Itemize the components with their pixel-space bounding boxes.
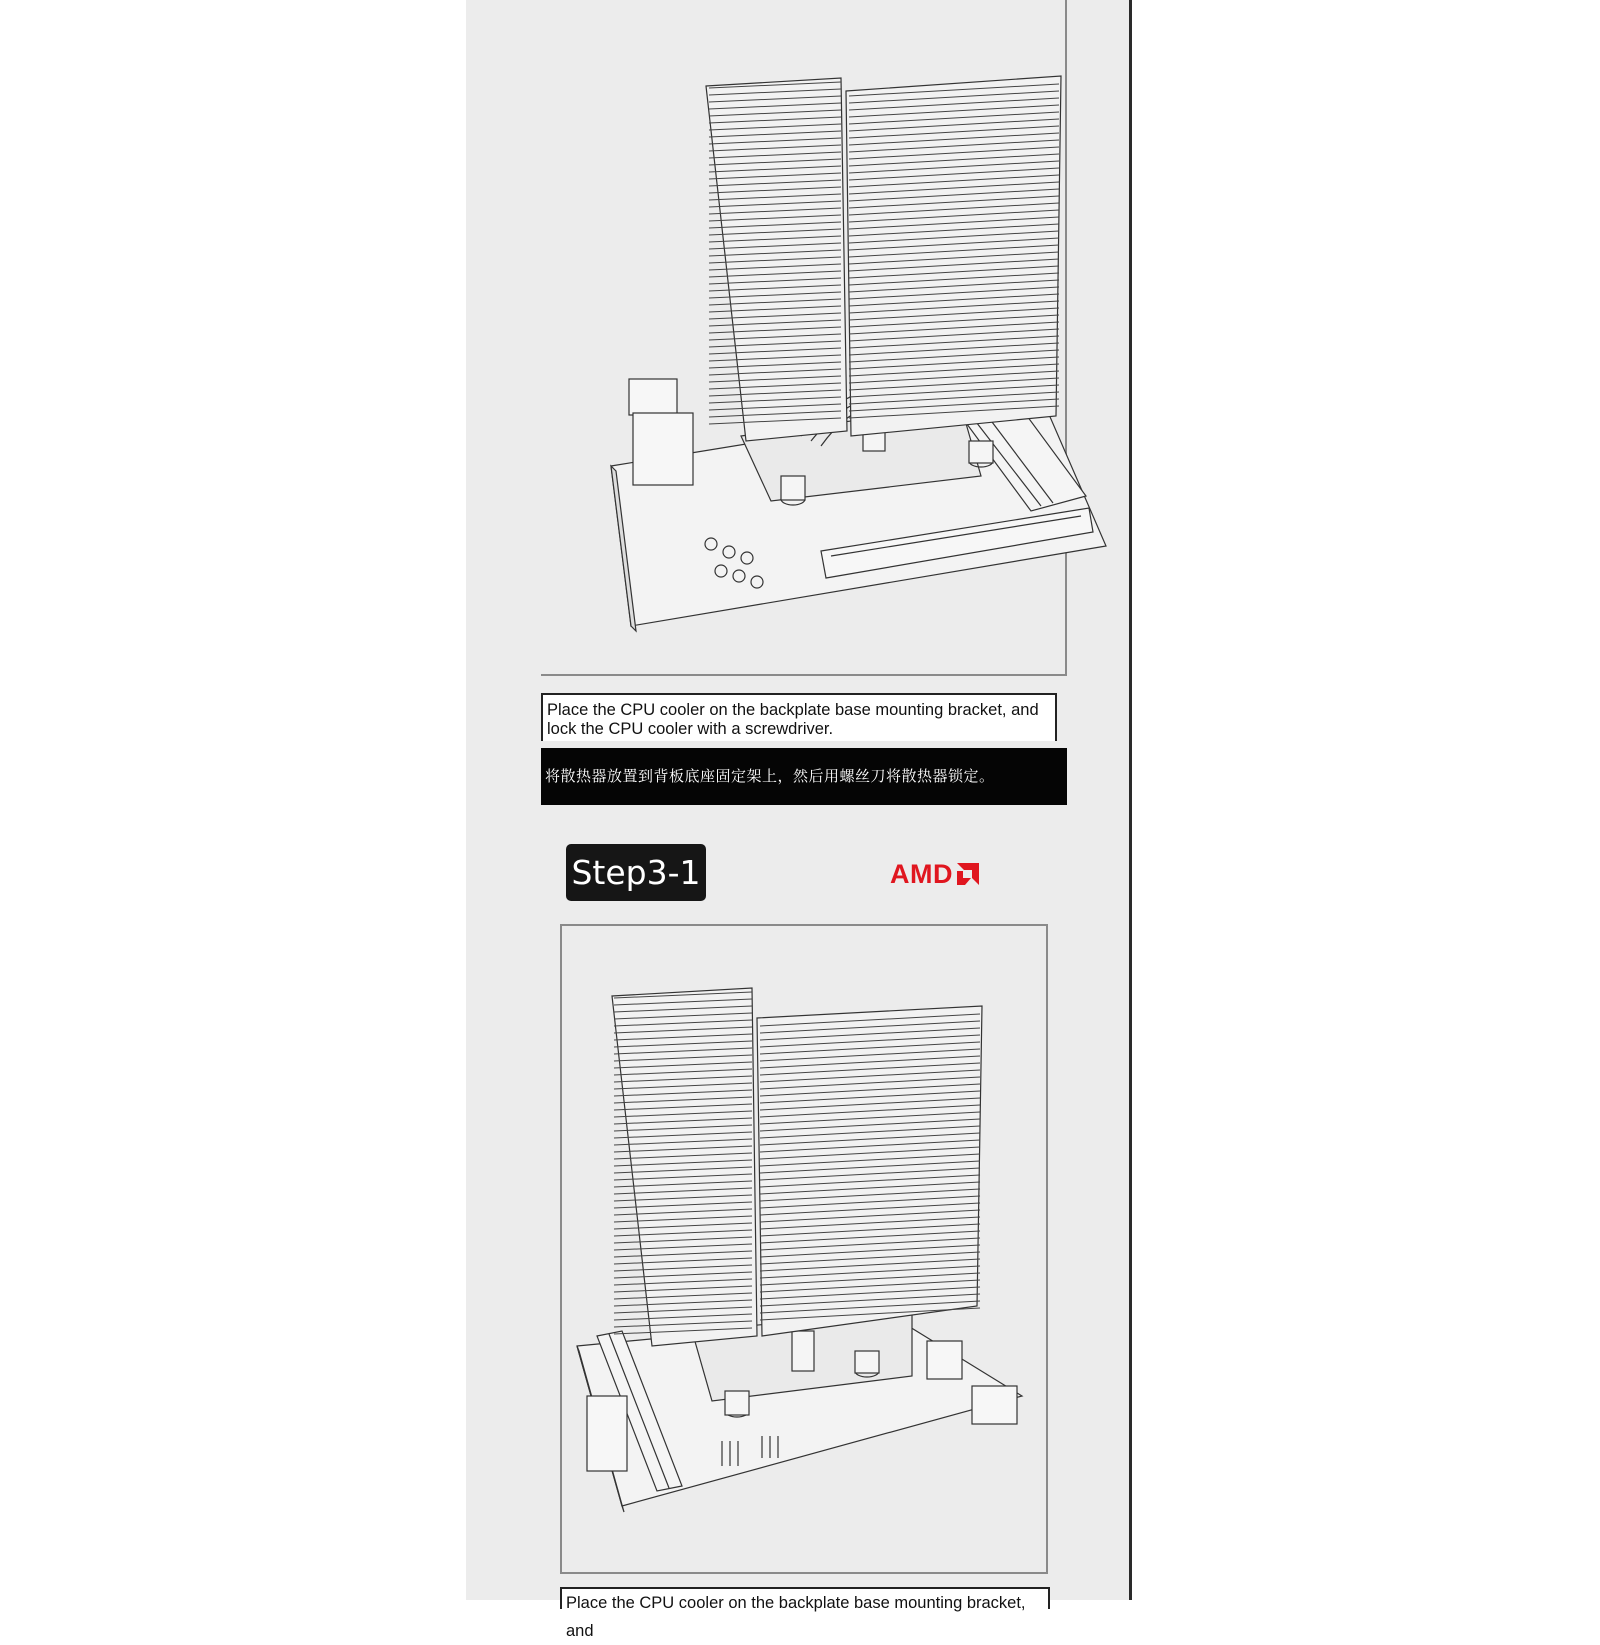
cpu-cooler-illustration-icon [541, 0, 1065, 674]
cooler-illustration-top [541, 0, 1067, 676]
next-step-caption-english: Place the CPU cooler on the backplate base mounting bracket, and [560, 1587, 1050, 1609]
cpu-cooler-illustration-icon [562, 926, 1046, 1572]
step-caption-chinese: 将散热器放置到背板底座固定架上，然后用螺丝刀将散热器锁定。 [541, 748, 1067, 805]
amd-arrow-icon [955, 861, 981, 887]
cooler-illustration-bottom [560, 924, 1048, 1574]
amd-logo [890, 858, 981, 890]
amd-logo-text: AMD [890, 858, 953, 889]
step-badge: Step3-1 [566, 844, 706, 901]
step-caption-english: Place the CPU cooler on the backplate base mounting bracket, and lock the CPU cooler with a screwdriver. [541, 693, 1057, 741]
manual-page [466, 0, 1132, 1640]
